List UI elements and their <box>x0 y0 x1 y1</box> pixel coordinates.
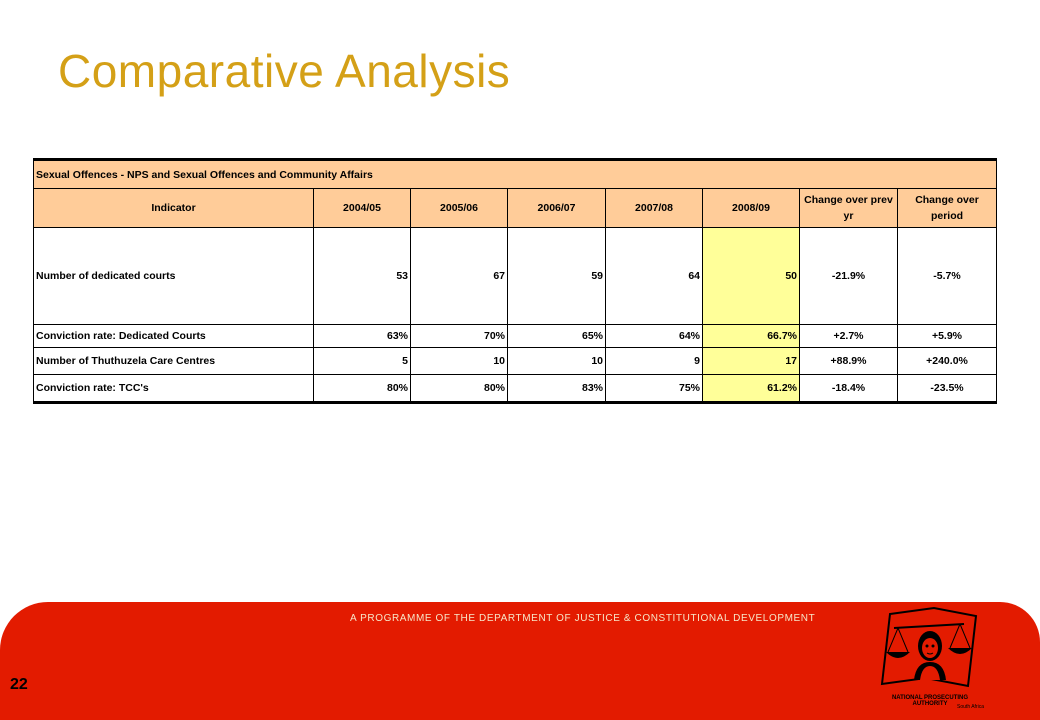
table-cell-highlight: 50 <box>703 228 800 325</box>
page-number: 22 <box>10 676 28 693</box>
table-cell: +88.9% <box>800 348 898 375</box>
table-cell: -21.9% <box>800 228 898 325</box>
table-cell: 63% <box>314 325 411 348</box>
header-2007-08: 2007/08 <box>606 189 703 228</box>
table-cell: 75% <box>606 375 703 403</box>
table-banner-row <box>34 160 997 189</box>
table-cell: 80% <box>411 375 508 403</box>
table-cell: 64 <box>606 228 703 325</box>
row-label: Number of dedicated courts <box>34 228 314 325</box>
row-label: Conviction rate: Dedicated Courts <box>34 325 314 348</box>
header-2008-09: 2008/09 <box>703 189 800 228</box>
row-label: Conviction rate: TCC's <box>34 375 314 403</box>
table-cell: 65% <box>508 325 606 348</box>
table-cell: 80% <box>314 375 411 403</box>
table-cell: 9 <box>606 348 703 375</box>
table-cell: 70% <box>411 325 508 348</box>
header-change-period: Change over period <box>898 189 997 228</box>
header-indicator: Indicator <box>34 189 314 228</box>
logo-text: NATIONAL PROSECUTING AUTHORITY <box>891 695 969 707</box>
table-cell: 5 <box>314 348 411 375</box>
table-cell-highlight: 61.2% <box>703 375 800 403</box>
header-2004-05: 2004/05 <box>314 189 411 228</box>
table-cell: +5.9% <box>898 325 997 348</box>
header-2005-06: 2005/06 <box>411 189 508 228</box>
table-cell: 53 <box>314 228 411 325</box>
header-change-prev-yr: Change over prev yr <box>800 189 898 228</box>
table-row <box>34 375 997 403</box>
table-cell-highlight: 17 <box>703 348 800 375</box>
row-label: Number of Thuthuzela Care Centres <box>34 348 314 375</box>
table-header-row <box>34 189 997 228</box>
comparative-table <box>33 158 997 404</box>
table-banner: Sexual Offences - NPS and Sexual Offences and Community Affairs <box>34 160 997 189</box>
npa-logo-icon <box>876 606 982 690</box>
table-row <box>34 325 997 348</box>
table-row <box>34 228 997 325</box>
table-row <box>34 348 997 375</box>
footer-tagline: A PROGRAMME OF THE DEPARTMENT OF JUSTICE & CONSTITUTIONAL DEVELOPMENT <box>350 613 816 624</box>
table-cell: -5.7% <box>898 228 997 325</box>
table-cell: 59 <box>508 228 606 325</box>
table-cell: 67 <box>411 228 508 325</box>
logo-subtext: South Africa <box>957 704 984 710</box>
header-2006-07: 2006/07 <box>508 189 606 228</box>
table-cell: -18.4% <box>800 375 898 403</box>
table-cell: 83% <box>508 375 606 403</box>
table-cell: 64% <box>606 325 703 348</box>
table-cell: -23.5% <box>898 375 997 403</box>
table-cell: 10 <box>411 348 508 375</box>
table-cell-highlight: 66.7% <box>703 325 800 348</box>
page-title: Comparative Analysis <box>58 45 511 97</box>
table-cell: 10 <box>508 348 606 375</box>
table-cell: +2.7% <box>800 325 898 348</box>
table-cell: +240.0% <box>898 348 997 375</box>
